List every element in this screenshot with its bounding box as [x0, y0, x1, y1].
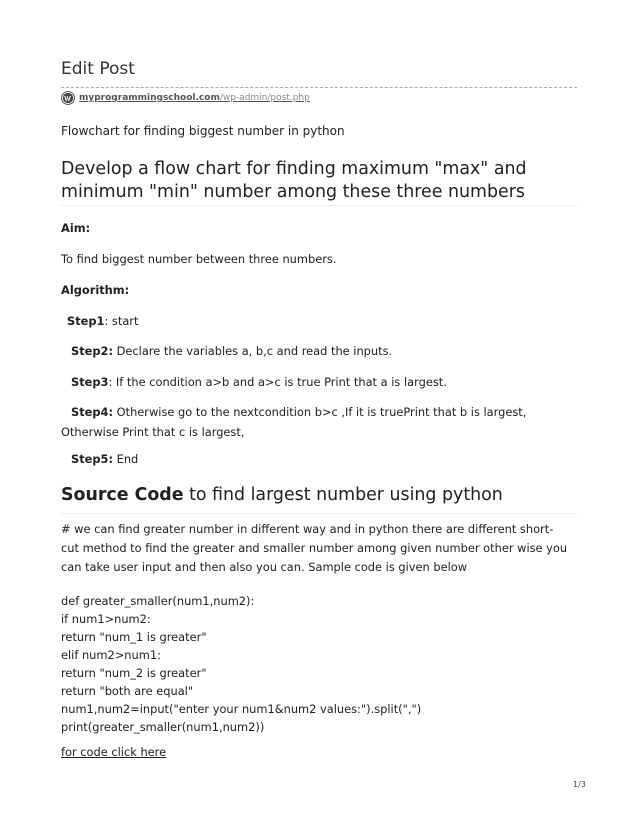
heading-divider [61, 205, 577, 206]
source-url-link[interactable] [79, 93, 310, 103]
step-label: Step4: [71, 405, 114, 419]
step-text: Declare the variables a, b,c and read the inputs. [113, 344, 393, 358]
article-heading: Develop a flow chart for finding maximum "max" and minimum "min" number among these three numbers [61, 159, 527, 202]
code-line: print(greater_smaller(num1,num2)) [61, 720, 265, 734]
wordpress-logo-icon [61, 91, 75, 105]
step-label: Step5: [71, 452, 114, 466]
code-line: elif num2>num1: [61, 648, 161, 662]
source-heading-divider [61, 513, 577, 514]
code-line: return "num_2 is greater" [61, 666, 207, 680]
code-line: return "num_1 is greater" [61, 630, 207, 644]
step-text: : If the condition a>b and a>c is true Print that a is largest. [108, 375, 447, 389]
source-path: /wp-admin/post.php [219, 93, 310, 103]
code-line: if num1>num2: [61, 612, 151, 626]
step-2 [71, 343, 392, 360]
intro-text: Flowchart for finding biggest number in python [61, 124, 345, 138]
step-text: Otherwise go to the nextcondition b>c ,If it is truePrint that b is largest, Otherwise Print that c is largest, [61, 405, 527, 439]
step-3 [71, 374, 447, 391]
step-text: End [113, 452, 139, 466]
aim-text: To find biggest number between three numbers. [61, 252, 337, 266]
step-label: Step2: [71, 344, 114, 358]
description-paragraph: # we can find greater number in different way and in python there are different short- cut method to find the greater and smaller number among given number other wise you can take user input and then also you can. Sample code is given below [61, 522, 568, 574]
title-divider [61, 87, 577, 88]
source-code-heading-rest: to find largest number using python [183, 485, 503, 505]
source-code-heading [61, 485, 503, 505]
source-code-heading-bold: Source Code [61, 485, 184, 505]
source-url-row [61, 91, 310, 105]
source-domain: myprogrammingschool.com [79, 93, 220, 103]
page-title: Edit Post [61, 59, 135, 79]
code-link[interactable]: for code click here [61, 745, 167, 759]
step-label: Step1 [67, 314, 105, 328]
code-line: return "both are equal" [61, 684, 194, 698]
step-4 [61, 402, 577, 442]
code-line: num1,num2=input("enter your num1&num2 values:").split(",") [61, 702, 422, 716]
step-text: : start [104, 314, 139, 328]
step-1 [67, 313, 138, 330]
aim-label: Aim: [61, 221, 91, 235]
page-number: 1/3 [573, 780, 586, 789]
step-label: Step3 [71, 375, 109, 389]
code-line: def greater_smaller(num1,num2): [61, 594, 255, 608]
algorithm-label: Algorithm: [61, 283, 130, 297]
code-block [61, 592, 421, 736]
step-5 [71, 451, 138, 468]
